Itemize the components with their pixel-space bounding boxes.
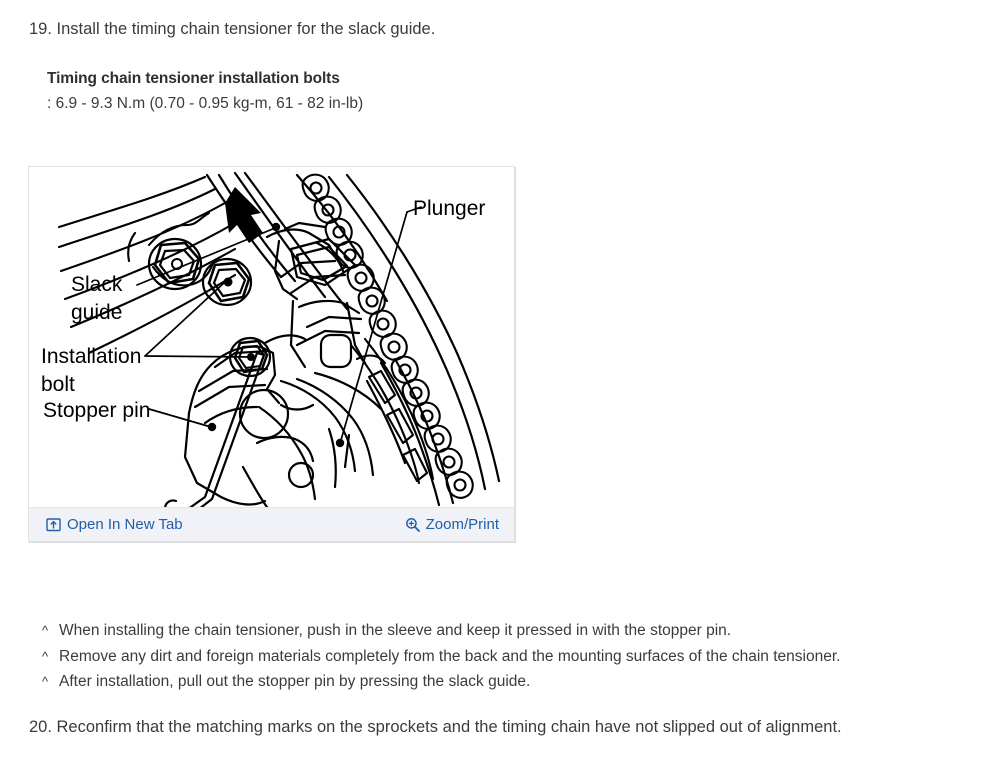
figure-image[interactable] bbox=[29, 167, 514, 507]
zoom-print-link[interactable] bbox=[405, 515, 499, 534]
note-item bbox=[42, 644, 982, 670]
magnifier-plus-icon bbox=[405, 517, 420, 532]
callout-installation-bolt-label-2: bolt bbox=[41, 373, 75, 396]
note-bullet-icon: ^ bbox=[42, 623, 49, 638]
callout-stopper-pin-label: Stopper pin bbox=[43, 399, 151, 422]
torque-spec-block bbox=[47, 68, 363, 115]
note-bullet-icon: ^ bbox=[42, 648, 49, 664]
figure-footer-bar bbox=[29, 507, 514, 541]
callout-slack-guide-label-2: guide bbox=[71, 301, 123, 324]
note-text: Remove any dirt and foreign materials completely from the back and the mounting surfaces of the chain tensioner. bbox=[59, 647, 841, 665]
spec-value: : 6.9 - 9.3 N.m (0.70 - 0.95 kg-m, 61 - 82 in-lb) bbox=[47, 95, 364, 112]
note-bullet-icon: ^ bbox=[42, 674, 49, 689]
figure-panel bbox=[28, 166, 515, 542]
step-19-text: 19. Install the timing chain tensioner for the slack guide. bbox=[29, 20, 436, 38]
callout-installation-bolt-label-1: Installation bbox=[41, 345, 142, 368]
spec-title: Timing chain tensioner installation bolts bbox=[47, 70, 340, 87]
open-in-new-tab-link[interactable] bbox=[46, 515, 183, 534]
timing-chain-tensioner-diagram bbox=[29, 167, 514, 507]
zoom-print-label: Zoom/Print bbox=[425, 516, 499, 533]
note-text: When installing the chain tensioner, push in the sleeve and keep it pressed in with the stopper pin. bbox=[59, 622, 732, 639]
open-in-new-tab-icon bbox=[46, 517, 61, 532]
callout-plunger-label: Plunger bbox=[413, 197, 486, 220]
note-item bbox=[42, 669, 982, 695]
step-20-text: 20. Reconfirm that the matching marks on the sprockets and the timing chain have not slipped out of alignment. bbox=[29, 718, 842, 736]
note-text: After installation, pull out the stopper pin by pressing the slack guide. bbox=[59, 673, 531, 690]
notes-list bbox=[42, 618, 982, 695]
note-item bbox=[42, 618, 982, 644]
open-in-new-tab-label: Open In New Tab bbox=[67, 516, 183, 533]
callout-slack-guide-label-1: Slack bbox=[71, 273, 123, 296]
